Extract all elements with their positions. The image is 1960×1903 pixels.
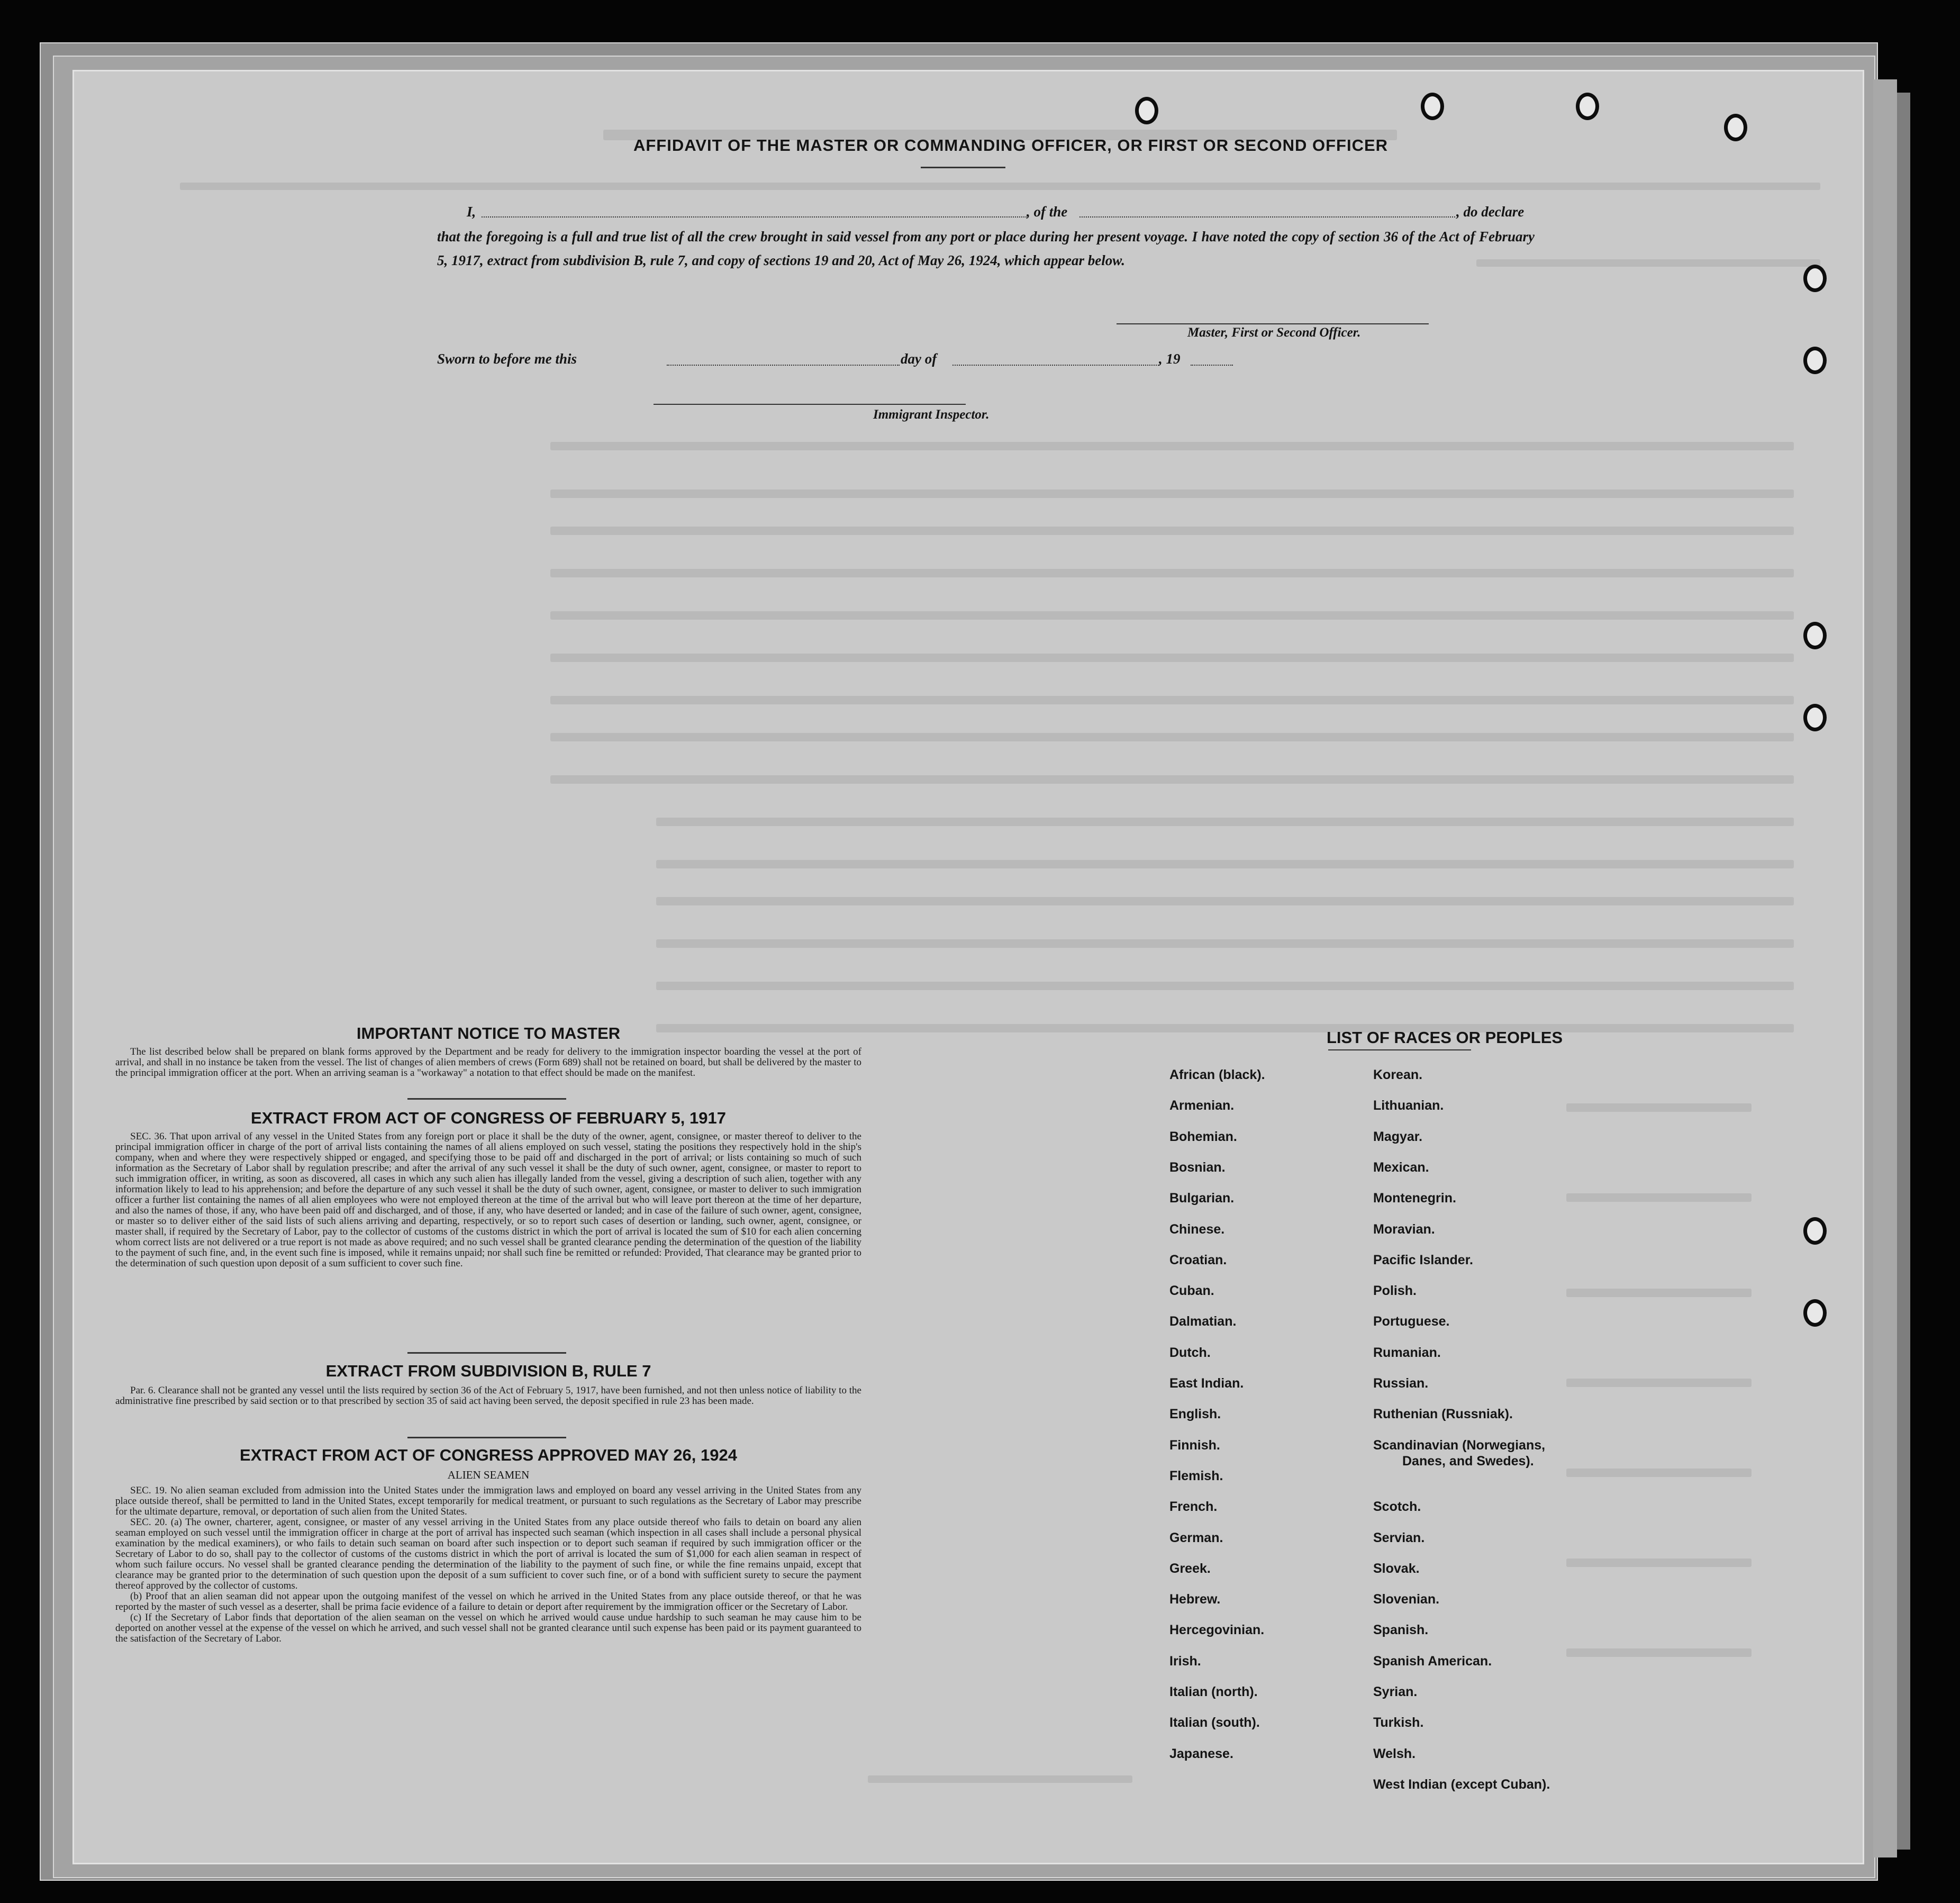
race-item: Rumanian.	[1373, 1345, 1441, 1360]
race-item: Japanese.	[1169, 1746, 1233, 1761]
race-item: Hercegovinian.	[1169, 1623, 1265, 1637]
form-sheet	[74, 71, 1863, 1863]
inspector-signature-line[interactable]	[654, 404, 966, 405]
race-item: German.	[1169, 1530, 1223, 1545]
race-item: Russian.	[1373, 1376, 1429, 1391]
extract-1924-title: EXTRACT FROM ACT OF CONGRESS APPROVED MAY 26, 1924	[240, 1446, 737, 1464]
race-item: Slovenian.	[1373, 1592, 1440, 1607]
race-item: Montenegrin.	[1373, 1191, 1456, 1206]
race-item: Slovak.	[1373, 1561, 1420, 1576]
race-item: English.	[1169, 1407, 1221, 1421]
master-signature-line[interactable]	[1117, 323, 1429, 324]
vessel-of-label: , of the	[1027, 204, 1068, 220]
races-title: LIST OF RACES OR PEOPLES	[1326, 1028, 1563, 1047]
race-item: Hebrew.	[1169, 1592, 1221, 1607]
rule7-title: EXTRACT FROM SUBDIVISION B, RULE 7	[325, 1362, 651, 1380]
notice-paragraph: The list described below shall be prepared on blank forms approved by the Department and be ready for delivery to the immigration inspector boarding the vessel at the port of arrival, and shall in no instance be taken from the vessel. The list of changes of alien members of crews (Form 689) shall not be retained on board, but shall be delivered by the master to the principal immigration officer at the port. When an arriving seaman is a "workaway" a notation to that effect should be made on the manifest.	[115, 1046, 861, 1079]
inspector-label: Immigrant Inspector.	[873, 407, 990, 422]
race-item: Welsh.	[1373, 1746, 1416, 1761]
race-item: Bosnian.	[1169, 1160, 1226, 1175]
race-item: Cuban.	[1169, 1283, 1214, 1298]
race-item: Dalmatian.	[1169, 1314, 1237, 1329]
sworn-month-field[interactable]	[952, 365, 1159, 366]
punch-hole	[1803, 704, 1827, 731]
right-stack-edge	[1897, 93, 1910, 1850]
race-item: Italian (north).	[1169, 1684, 1258, 1699]
punch-hole	[1803, 622, 1827, 649]
notice-title: IMPORTANT NOTICE TO MASTER	[356, 1024, 621, 1043]
race-item: Polish.	[1373, 1283, 1417, 1298]
extract-1917-divider	[407, 1352, 566, 1354]
race-item: Dutch.	[1169, 1345, 1211, 1360]
extract-1924-text	[115, 1485, 861, 1644]
race-item: Irish.	[1169, 1654, 1201, 1669]
race-item: Croatian.	[1169, 1253, 1227, 1267]
punch-hole	[1803, 265, 1827, 292]
race-item: Mexican.	[1373, 1160, 1429, 1175]
race-item: Scotch.	[1373, 1499, 1421, 1514]
race-item: Korean.	[1373, 1067, 1423, 1082]
punch-hole	[1576, 93, 1599, 120]
race-item: Armenian.	[1169, 1098, 1235, 1113]
race-item: Portuguese.	[1373, 1314, 1450, 1329]
race-item: Syrian.	[1373, 1684, 1418, 1699]
race-item: Italian (south).	[1169, 1715, 1260, 1730]
notice-divider	[407, 1098, 566, 1100]
extract-1917-title: EXTRACT FROM ACT OF CONGRESS OF FEBRUARY 5, 1917	[251, 1109, 726, 1127]
right-stack-edge	[1873, 79, 1897, 1857]
race-item: French.	[1169, 1499, 1218, 1514]
rule7-divider	[407, 1437, 566, 1438]
declarant-name-field[interactable]	[482, 216, 1027, 218]
punch-hole	[1421, 93, 1444, 120]
race-item: Lithuanian.	[1373, 1098, 1444, 1113]
notice-text	[115, 1047, 861, 1079]
punch-hole	[1803, 1217, 1827, 1245]
race-item: West Indian (except Cuban).	[1373, 1777, 1550, 1792]
par-6-paragraph: Par. 6. Clearance shall not be granted any vessel until the lists required by section 36 of the Act of February 5, 1917, have been furnished, and not then unless notice of liability to the administrative fine prescribed by said section or to that prescribed by section 35 of said act having been served, the deposit specified in rule 23 has been made.	[115, 1385, 861, 1407]
races-title-underline	[1328, 1049, 1471, 1050]
race-item: Greek.	[1169, 1561, 1211, 1576]
race-item: Spanish.	[1373, 1623, 1429, 1637]
race-item: Magyar.	[1373, 1129, 1423, 1144]
sec-20a-paragraph: SEC. 20. (a) The owner, charterer, agent, consignee, or master of any vessel arriving in the United States from any place outside thereof who fails to detain on board any alien seaman employed on such vessel until the immigration officer in charge at the port of arrival has inspected such seaman (which inspection in all cases shall include a personal physical examination by the medical examiners), or who fails to detain such seaman on board after such inspection or to deport such seaman if required by such immigration officer or the Secretary of Labor to do so, shall pay to the collector of customs of the customs district in which the port of arrival is located the sum of $1,000 for each alien seaman in respect of whom such failure occurs. No vessel shall be granted clearance pending the determination of the liability to the payment of such fine, or while the fine remains unpaid, except that clearance may be granted prior to the determination of such question upon the deposit of a sum sufficient to cover such fine, or of a bond with sufficient surety to secure the payment thereof approved by the collector of customs.	[115, 1517, 861, 1591]
sec-20c-paragraph: (c) If the Secretary of Labor finds that deportation of the alien seaman on the vessel on which he arrived would cause undue hardship to such seaman he may cause him to be deported on another vessel at the expense of the vessel on which he arrived, and such vessel shall not be granted clearance until such expense has been paid or its payment guaranteed to the satisfaction of the Secretary of Labor.	[115, 1612, 861, 1644]
affidavit-body: that the foregoing is a full and true list of all the crew brought in said vessel from any port or place during her present voyage. I have noted the copy of section 36 of the Act of February 5, 1917, extract from subdivision B, rule 7, and copy of sections 19 and 20, Act of May 26, 1924, which appear below.	[437, 229, 1535, 268]
sworn-label: Sworn to before me this	[437, 351, 577, 367]
rule7-text	[115, 1385, 861, 1407]
punch-hole	[1135, 97, 1158, 124]
race-item: Flemish.	[1169, 1469, 1223, 1483]
sec-20b-paragraph: (b) Proof that an alien seaman did not appear upon the outgoing manifest of the vessel on which he arrived in the United States from any place outside thereof, or that he was reported by the master of such vessel as a deserter, shall be prima facie evidence of a failure to detain or deport after requirement by the immigration officer or the Secretary of Labor.	[115, 1591, 861, 1612]
day-of-label: day of	[901, 351, 937, 367]
sec-36-paragraph: SEC. 36. That upon arrival of any vessel in the United States from any foreign port or place it shall be the duty of the owner, agent, consignee, or master thereof to deliver to the principal immigration officer in charge of the port of arrival lists containing the names of all aliens employed on such vessel, stating the positions they respectively hold in the ship's company, when and where they were respectively shipped or engaged, and specifying those to be paid off and discharged in the port of arrival; or lists containing so much of such information as the Secretary of Labor shall by regulation prescribe; and after the arrival of any such vessel it shall be the duty of such owner, agent, consignee, or master to report to such immigration officer, in writing, as soon as discovered, all cases in which any such alien has illegally landed from the vessel, giving a description of such alien, together with any information likely to lead to his apprehension; and before the departure of any such vessel it shall be the duty of such owner, agent, consignee, or master to deliver to such immigration officer a further list containing the names of all alien employees who were not employed thereon at the time of the arrival but who will leave port thereon at the time of her departure, and also the names of those, if any, who have been paid off and discharged, and of those, if any, who have deserted or landed; and in case of the failure of such owner, agent, consignee, or master so to deliver either of the said lists of such aliens arriving and departing, respectively, or so to report such cases of desertion or landing, such owner, agent, consignee, or master shall, if required by the Secretary of Labor, pay to the collector of customs of the customs district in which the port of arrival is located the sum of $10 for each alien concerning whom correct lists are not delivered or a true report is not made as above required; and no such vessel shall be granted clearance pending the determination of the question of the liability to the payment of such fine, and, in the event such fine is imposed, while it remains unpaid; nor shall such fine be remitted or refunded: Provided, That clearance may be granted prior to the determination of such question upon deposit of a sum sufficient to cover such fine.	[115, 1131, 861, 1269]
vessel-name-field[interactable]	[1079, 216, 1455, 218]
punch-hole	[1803, 1299, 1827, 1327]
declarant-label: I,	[467, 204, 476, 220]
race-item: Moravian.	[1373, 1222, 1435, 1237]
race-item: Ruthenian (Russniak).	[1373, 1407, 1513, 1421]
race-item: Spanish American.	[1373, 1654, 1492, 1669]
master-signature-label: Master, First or Second Officer.	[1187, 325, 1361, 340]
race-item: Scandinavian (Norwegians,	[1373, 1438, 1546, 1453]
extract-1917-text	[115, 1131, 861, 1269]
punch-hole	[1724, 114, 1747, 141]
sec-19-paragraph: SEC. 19. No alien seaman excluded from admission into the United States under the immigration laws and employed on board any vessel arriving in the United States from any place outside thereof, shall be permitted to land in the United States, except temporarily for medical treatment, or pursuant to such regulations as the Secretary of Labor may prescribe for the ultimate departure, removal, or deportation of such alien from the United States.	[115, 1485, 861, 1517]
race-item: Pacific Islander.	[1373, 1253, 1473, 1267]
race-item: Chinese.	[1169, 1222, 1225, 1237]
sworn-day-field[interactable]	[667, 365, 900, 366]
race-item: Finnish.	[1169, 1438, 1220, 1453]
race-item: Servian.	[1373, 1530, 1425, 1545]
race-item: Danes, and Swedes).	[1402, 1454, 1534, 1469]
race-item: Bulgarian.	[1169, 1191, 1235, 1206]
year-label: , 19	[1159, 351, 1181, 367]
title-underline	[921, 167, 1005, 168]
race-item: East Indian.	[1169, 1376, 1244, 1391]
affidavit-title: AFFIDAVIT OF THE MASTER OR COMMANDING OFFICER, OR FIRST OR SECOND OFFICER	[633, 136, 1389, 155]
sworn-year-field[interactable]	[1191, 365, 1233, 366]
race-item: African (black).	[1169, 1067, 1265, 1082]
race-item: Bohemian.	[1169, 1129, 1237, 1144]
declare-label: , do declare	[1456, 204, 1525, 220]
alien-seamen-subtitle: ALIEN SEAMEN	[447, 1469, 530, 1481]
punch-hole	[1803, 347, 1827, 374]
race-item: Turkish.	[1373, 1715, 1424, 1730]
